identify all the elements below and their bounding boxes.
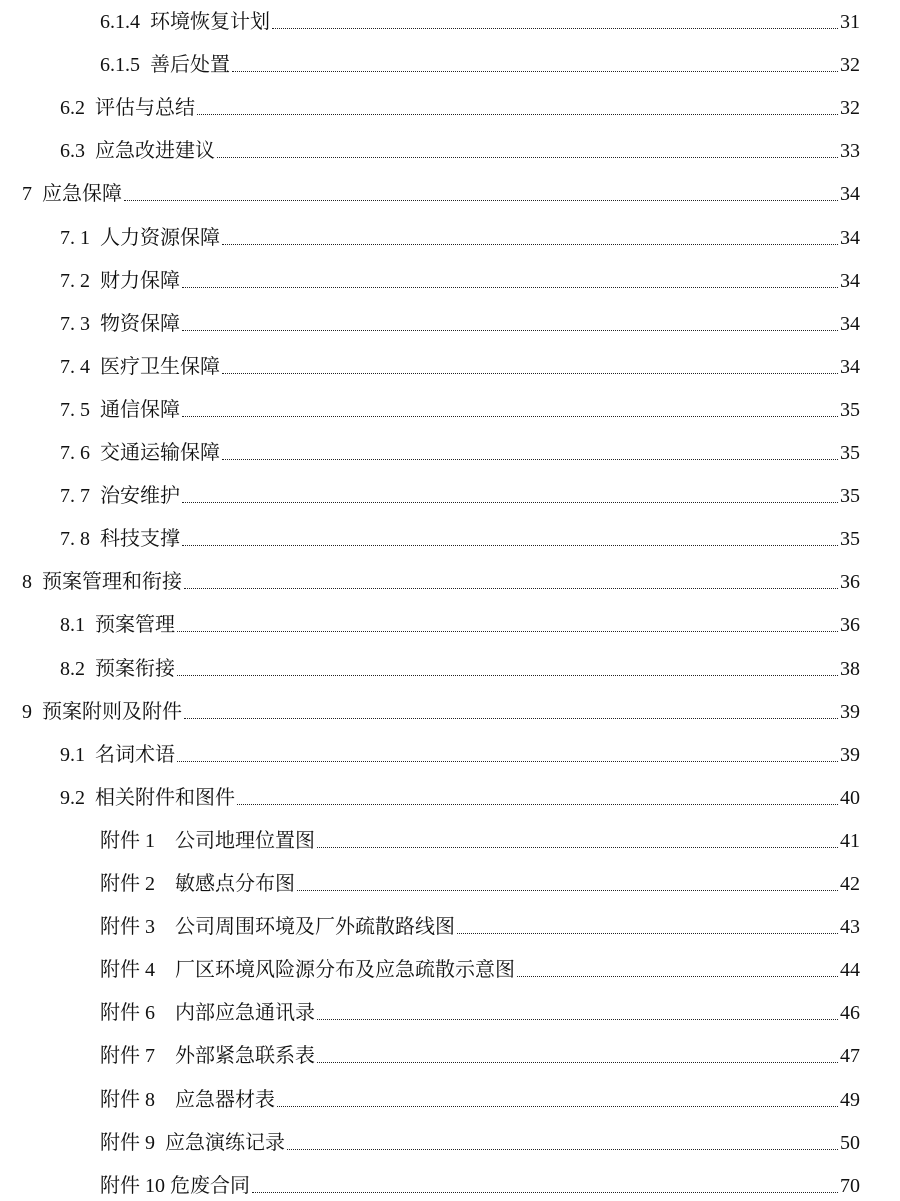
- toc-dot-leader: [237, 803, 838, 805]
- toc-entry-page-number: 41: [840, 829, 860, 852]
- toc-dot-leader: [287, 1148, 838, 1150]
- toc-entry-label: 7. 1 人力资源保障: [60, 226, 220, 249]
- toc-entry-page-number: 47: [840, 1045, 860, 1068]
- toc-entry-page-number: 49: [840, 1088, 860, 1111]
- toc-dot-leader: [182, 544, 838, 546]
- toc-dot-leader: [317, 846, 838, 848]
- toc-entry-label: 9.1 名词术语: [60, 743, 175, 766]
- toc-entry-page-number: 50: [840, 1131, 860, 1154]
- toc-entry-label: 9 预案附则及附件: [22, 700, 182, 723]
- toc-dot-leader: [457, 932, 838, 934]
- toc-entry-page-number: 35: [840, 442, 860, 464]
- toc-entry[interactable]: [0, 133, 860, 163]
- toc-entry-page-number: 34: [840, 355, 860, 378]
- toc-entry[interactable]: [0, 564, 860, 594]
- toc-entry[interactable]: [0, 1125, 860, 1155]
- toc-dot-leader: [217, 156, 838, 158]
- toc-entry-page-number: 35: [840, 398, 860, 421]
- toc-entry-label: 附件 3 公司周围环境及厂外疏散路线图: [100, 916, 455, 939]
- toc-entry-page-number: 36: [840, 571, 860, 594]
- toc-entry-page-number: 35: [840, 528, 860, 551]
- toc-entry[interactable]: [0, 694, 860, 724]
- toc-dot-leader: [184, 587, 838, 589]
- toc-entry[interactable]: [0, 607, 860, 637]
- toc-entry[interactable]: [0, 1168, 860, 1198]
- toc-dot-leader: [222, 458, 838, 460]
- toc-entry-page-number: 32: [840, 54, 860, 77]
- toc-entry-page-number: 34: [840, 226, 860, 249]
- toc-entry-page-number: 32: [840, 97, 860, 120]
- toc-dot-leader: [222, 243, 838, 245]
- toc-entry[interactable]: [0, 220, 860, 250]
- toc-entry[interactable]: [0, 1082, 860, 1112]
- toc-dot-leader: [232, 70, 838, 72]
- toc-entry-label: 7. 8 科技支撑: [60, 528, 180, 551]
- toc-entry-page-number: 70: [840, 1174, 860, 1197]
- toc-dot-leader: [177, 760, 838, 762]
- toc-entry-label: 6.3 应急改进建议: [60, 140, 215, 163]
- toc-dot-leader: [177, 630, 838, 632]
- toc-entry[interactable]: [0, 823, 860, 853]
- toc-entry[interactable]: [0, 1038, 860, 1068]
- toc-entry[interactable]: [0, 651, 860, 681]
- toc-entry-label: 6.1.5 善后处置: [100, 54, 230, 77]
- toc-entry[interactable]: [0, 90, 860, 120]
- toc-entry-label: 7 应急保障: [22, 183, 122, 206]
- toc-entry[interactable]: [0, 176, 860, 206]
- toc-entry-label: 附件 8 应急器材表: [100, 1088, 275, 1111]
- toc-entry-label: 7. 2 财力保障: [60, 269, 180, 292]
- toc-dot-leader: [252, 1191, 838, 1193]
- toc-dot-leader: [222, 372, 838, 374]
- toc-dot-leader: [272, 27, 838, 29]
- toc-entry[interactable]: [0, 47, 860, 77]
- toc-entry-label: 6.2 评估与总结: [60, 97, 195, 120]
- toc-entry-label: 附件 1 公司地理位置图: [100, 829, 315, 852]
- toc-dot-leader: [317, 1018, 838, 1020]
- toc-entry-page-number: 34: [840, 183, 860, 206]
- toc-entry[interactable]: [0, 780, 860, 810]
- toc-dot-leader: [177, 674, 838, 676]
- toc-entry[interactable]: [0, 392, 860, 422]
- toc-dot-leader: [182, 501, 838, 503]
- toc-dot-leader: [297, 889, 838, 891]
- toc-entry-label: 附件 2 敏感点分布图: [100, 873, 295, 895]
- toc-dot-leader: [317, 1061, 838, 1063]
- toc-entry[interactable]: [0, 909, 860, 939]
- toc-entry[interactable]: [0, 478, 860, 508]
- toc-entry[interactable]: [0, 435, 860, 465]
- toc-dot-leader: [182, 415, 838, 417]
- toc-entry-label: 附件 10 危废合同: [100, 1174, 250, 1197]
- toc-dot-leader: [197, 113, 838, 115]
- toc-entry-label: 8 预案管理和衔接: [22, 571, 182, 594]
- toc-entry-page-number: 46: [840, 1002, 860, 1025]
- toc-entry[interactable]: [0, 263, 860, 293]
- toc-entry-label: 9.2 相关附件和图件: [60, 786, 235, 809]
- toc-entry-label: 附件 7 外部紧急联系表: [100, 1045, 315, 1068]
- toc-entry-page-number: 42: [840, 873, 860, 895]
- toc-entry[interactable]: [0, 737, 860, 767]
- toc-dot-leader: [124, 199, 838, 201]
- toc-dot-leader: [182, 329, 838, 331]
- toc-entry-page-number: 40: [840, 786, 860, 809]
- toc-entry[interactable]: [0, 866, 860, 896]
- toc-entry-page-number: 43: [840, 916, 860, 939]
- toc-entry-label: 7. 5 通信保障: [60, 398, 180, 421]
- toc-entry-page-number: 44: [840, 959, 860, 982]
- toc-entry[interactable]: [0, 349, 860, 379]
- toc-dot-leader: [182, 286, 838, 288]
- toc-entry-label: 7. 6 交通运输保障: [60, 442, 220, 464]
- toc-entry-label: 6.1.4 环境恢复计划: [100, 11, 270, 33]
- toc-dot-leader: [517, 975, 838, 977]
- toc-entry-label: 7. 4 医疗卫生保障: [60, 355, 220, 378]
- toc-entry[interactable]: [0, 952, 860, 982]
- toc-entry-label: 附件 9 应急演练记录: [100, 1131, 285, 1154]
- toc-entry-label: 8.1 预案管理: [60, 614, 175, 637]
- toc-dot-leader: [184, 717, 838, 719]
- toc-entry-label: 8.2 预案衔接: [60, 657, 175, 680]
- toc-entry-page-number: 39: [840, 743, 860, 766]
- toc-entry-page-number: 36: [840, 614, 860, 637]
- toc-entry[interactable]: [0, 521, 860, 551]
- toc-entry-label: 7. 3 物资保障: [60, 312, 180, 335]
- toc-entry[interactable]: [0, 4, 860, 34]
- toc-entry[interactable]: [0, 995, 860, 1025]
- toc-entry-page-number: 35: [840, 485, 860, 508]
- toc-entry-page-number: 33: [840, 140, 860, 163]
- toc-dot-leader: [277, 1105, 838, 1107]
- toc-entry-page-number: 31: [840, 11, 860, 33]
- toc-entry-page-number: 34: [840, 312, 860, 335]
- toc-entry-page-number: 38: [840, 657, 860, 680]
- toc-entry-page-number: 39: [840, 700, 860, 723]
- toc-entry[interactable]: [0, 306, 860, 336]
- toc-entry-label: 附件 4 厂区环境风险源分布及应急疏散示意图: [100, 959, 515, 982]
- toc-entry-label: 附件 6 内部应急通讯录: [100, 1002, 315, 1025]
- toc-entry-label: 7. 7 治安维护: [60, 485, 180, 508]
- toc-entry-page-number: 34: [840, 269, 860, 292]
